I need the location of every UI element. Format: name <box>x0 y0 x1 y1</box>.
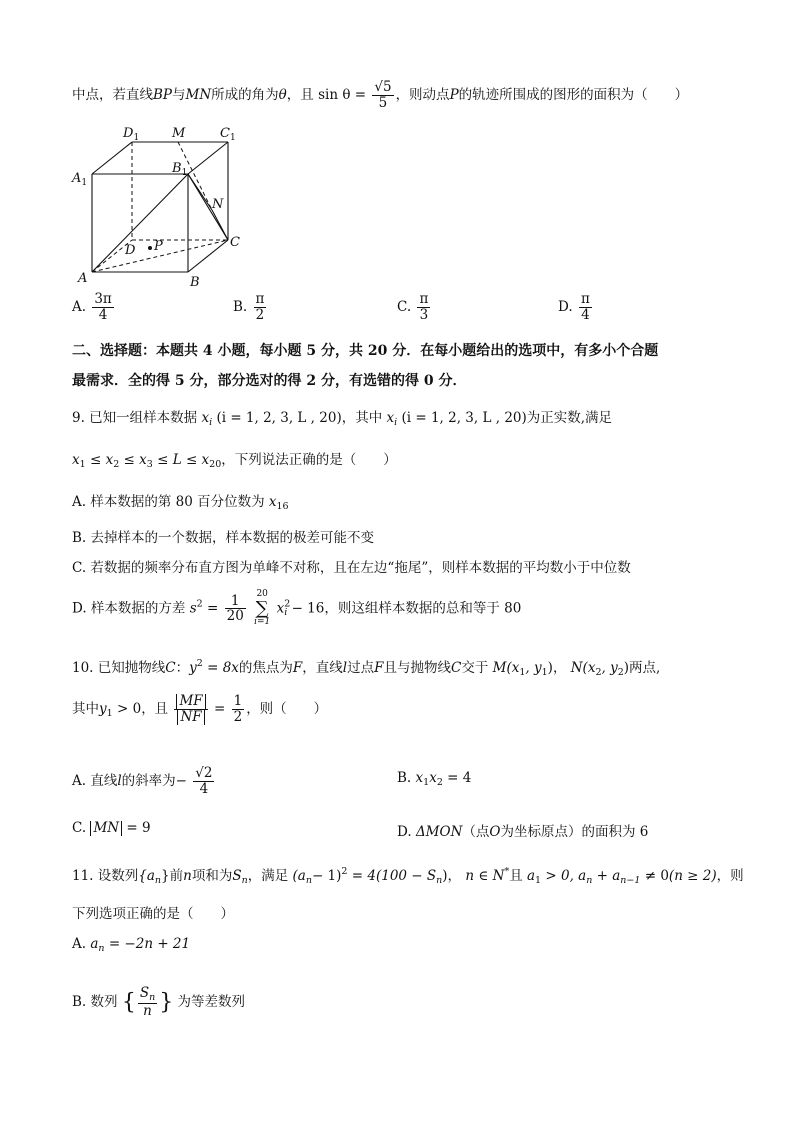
cond: = 4(100 − S <box>351 868 437 884</box>
q10-text: ，直线 <box>302 660 343 676</box>
q10-option-b <box>397 770 471 788</box>
abs: MN <box>90 821 122 836</box>
sign: − <box>175 772 187 789</box>
sup: 2 <box>196 598 203 610</box>
label-p: P <box>154 239 163 254</box>
q10-text: ，则（ ） <box>246 700 328 717</box>
letter: A. <box>72 936 87 952</box>
a: > 0, a <box>545 868 587 884</box>
q11-text: 11. 设数列 <box>72 868 139 884</box>
label-a1: $A_1$ <box>72 171 88 188</box>
abs: NF <box>177 710 204 725</box>
n: n <box>183 868 192 884</box>
option-fraction <box>254 292 267 323</box>
q9-option-c: C. 若数据的频率分布直方图为单峰不对称，且在左边“拖尾”，则样本数据的平均数小于中位数 <box>72 560 631 576</box>
s: S <box>232 868 242 884</box>
half <box>232 694 245 725</box>
right-brace: } <box>159 990 174 1016</box>
x: ≤ x <box>89 452 114 468</box>
q11-option-a <box>72 936 190 954</box>
sup: 2 <box>196 658 203 669</box>
label-m: M <box>172 126 186 141</box>
sub: 1 <box>541 667 548 678</box>
l: l <box>342 660 348 676</box>
letter: C. <box>72 820 87 836</box>
x: x <box>268 494 277 510</box>
frac-den: 5 <box>378 94 388 111</box>
c: C <box>450 660 462 676</box>
q10-stem-line2 <box>72 694 327 725</box>
q10-opt-text: 的斜率为 <box>121 772 176 789</box>
sub: 16 <box>276 501 289 512</box>
a: {a <box>138 868 155 884</box>
sub: n−1 <box>620 875 641 886</box>
close: } <box>161 868 170 884</box>
q8-text: 所成的角为 <box>211 86 279 103</box>
option-letter: D. <box>558 298 573 315</box>
gt: > 0 <box>116 700 142 717</box>
sub: 1 <box>423 777 430 788</box>
label-d1: $D_1$ <box>123 126 140 143</box>
q9-stem <box>72 406 612 428</box>
q8-sin: sin θ = <box>318 86 367 103</box>
ratio <box>174 694 207 725</box>
cube-figure <box>70 122 260 297</box>
sub: n <box>241 875 248 886</box>
x: x <box>72 452 80 468</box>
cond: − 1) <box>311 868 342 884</box>
sub: n <box>154 875 162 886</box>
eq: = <box>213 700 226 717</box>
q11-text: ，则 <box>716 868 744 884</box>
q8-option-d <box>558 292 594 323</box>
label-c1: $C_1$ <box>220 126 236 143</box>
sup: * <box>504 866 510 877</box>
q10-text: 其中 <box>72 700 99 717</box>
q9-x: x <box>386 410 395 426</box>
left-brace: { <box>121 990 136 1016</box>
frac-den: 3 <box>419 306 429 323</box>
q10-text: 的焦点为 <box>238 660 293 676</box>
q8-p: P <box>449 86 459 103</box>
q10-option-a <box>72 766 216 797</box>
eq: = <box>207 600 219 617</box>
q10-option-d <box>397 820 648 840</box>
q10-option-c <box>72 820 151 836</box>
sup: 2 <box>284 598 291 610</box>
abs: MF <box>176 694 205 709</box>
sub: n <box>305 875 312 886</box>
s: S <box>139 985 150 1001</box>
q10-text: 10. 已知抛物线 <box>72 660 166 676</box>
sub: 1 <box>535 875 542 886</box>
a: a <box>526 868 536 884</box>
frac-den: 4 <box>199 780 209 797</box>
q10-opt-text: 为坐标原点）的面积为 6 <box>500 824 649 840</box>
triangle: ΔMON <box>415 824 463 840</box>
option-fraction <box>417 292 430 323</box>
frac-num: π <box>255 291 265 307</box>
q10-text: 交于 <box>461 660 489 676</box>
q11-text: 项和为 <box>191 868 233 884</box>
sub: 20 <box>209 459 222 470</box>
y: y <box>99 700 107 717</box>
sub: 3 <box>146 459 153 470</box>
option-letter: A. <box>72 298 87 315</box>
option-letter: C. <box>397 298 412 315</box>
q8-option-c <box>397 292 432 323</box>
frac-den: 4 <box>98 306 108 323</box>
slope-frac <box>193 766 214 797</box>
q11-text: 且 <box>509 868 523 884</box>
c: C <box>165 660 176 676</box>
sub: 2 <box>113 459 120 470</box>
q9-opt-text: D. 样本数据的方差 <box>72 600 186 617</box>
q8-fraction <box>372 80 393 111</box>
q9-range: (i = 1, 2, 3, L , 20) <box>401 410 527 426</box>
a: a <box>90 936 99 952</box>
q9-range: (i = 1, 2, 3, L , 20) <box>216 410 342 426</box>
sub: 1 <box>519 667 526 678</box>
option-letter: B. <box>233 298 248 315</box>
l: l <box>117 772 122 789</box>
frac-den: n <box>143 1003 152 1020</box>
frac-den: 20 <box>226 608 244 625</box>
q10-opt-text: （点 <box>462 824 490 840</box>
n-in: n ∈ N <box>465 868 505 884</box>
q11-option-b <box>72 986 245 1019</box>
y: , y <box>525 660 542 676</box>
m: M(x <box>492 660 520 676</box>
sub: 2 <box>595 667 602 678</box>
q11-opt-text: B. 数列 <box>72 994 118 1011</box>
label-a: A <box>78 271 88 286</box>
section2-heading-line1: 二、选择题：本题共 4 小题，每小题 5 分，共 20 分．在每小题给出的选项中，有多小个合题 <box>72 343 659 359</box>
q9-opt-text: A. 样本数据的第 80 百分位数为 <box>72 494 265 510</box>
close: ) <box>442 868 448 884</box>
q10-text: 两点, <box>629 660 661 676</box>
q9-text: ，其中 <box>341 410 383 426</box>
x: ≤ x <box>123 452 147 468</box>
q8-text: 与 <box>172 86 186 103</box>
x: x <box>276 600 285 617</box>
q8-text: 中点，若直线 <box>72 86 153 103</box>
q9-text: ，下列说法正确的是（ ） <box>221 452 397 468</box>
q8-theta: θ <box>278 86 287 103</box>
sum-bot: i=1 <box>254 616 271 627</box>
label-n: N <box>212 197 224 212</box>
sub: i <box>284 607 288 619</box>
frac <box>138 986 157 1019</box>
sub: i <box>209 417 213 428</box>
q8-mn: MN <box>185 86 212 103</box>
x: ≤ L ≤ x <box>157 452 210 468</box>
frac-num: √5 <box>374 79 392 95</box>
frac-num <box>138 986 157 1004</box>
eq: = 8x <box>207 660 239 676</box>
frac-num: π <box>580 291 590 307</box>
frac-num: π <box>419 291 429 307</box>
q8-option-b <box>233 292 268 323</box>
sup: 2 <box>341 866 348 877</box>
close: ) <box>547 660 553 676</box>
q8-stem <box>72 80 688 111</box>
q10-stem <box>72 656 660 678</box>
sub: 2 <box>617 667 624 678</box>
q8-text: ，则动点 <box>395 86 450 103</box>
s: s <box>189 600 197 617</box>
q9-option-b: B. 去掉样本的一个数据，样本数据的极差可能不变 <box>72 530 375 546</box>
frac-num: √2 <box>195 765 213 781</box>
sum-sign: ∑ <box>255 597 269 619</box>
f: F <box>374 660 384 676</box>
q8-text: 的轨迹所围成的图形的面积为（ ） <box>458 86 689 103</box>
frac-num: 1 <box>225 594 246 610</box>
y: , y <box>601 660 618 676</box>
q11-stem <box>72 864 744 886</box>
q10-opt-text: A. 直线 <box>72 772 118 789</box>
eq: = 9 <box>126 820 151 836</box>
q9-x: x <box>201 410 210 426</box>
a: + a <box>596 868 621 884</box>
minus: − 16 <box>291 600 325 617</box>
option-fraction <box>579 292 592 323</box>
label-c: C <box>230 235 240 250</box>
letter: D. <box>397 824 412 840</box>
label-b: B <box>190 275 200 290</box>
colon: ： <box>175 660 190 676</box>
frac-den: 4 <box>581 306 590 323</box>
frac-den: 2 <box>255 306 265 323</box>
section2-heading-line2: 最需求．全的得 5 分，部分选对的得 2 分，有选错的得 0 分． <box>72 373 467 389</box>
q11-opt-text: 为等差数列 <box>177 994 245 1011</box>
frac-den <box>174 710 207 725</box>
expr: = −2n + 21 <box>108 936 191 952</box>
q10-text: 且与抛物线 <box>383 660 451 676</box>
sub: n <box>586 875 593 886</box>
sub: n <box>436 875 443 886</box>
x: x <box>415 770 424 786</box>
close: ) <box>623 660 630 676</box>
sub: 1 <box>106 707 113 719</box>
q9-text: 9. 已知一组样本数据 <box>72 410 198 426</box>
sub: n <box>98 943 105 954</box>
q9-stem-line2 <box>72 448 397 470</box>
q8-text: ，且 <box>286 86 314 103</box>
frac-num: 3π <box>94 291 112 307</box>
q10-text: ，且 <box>141 700 169 717</box>
q11-text: ，满足 <box>247 868 289 884</box>
point-p <box>148 246 152 250</box>
ne: ≠ 0 <box>644 868 669 884</box>
sub: i <box>394 417 398 428</box>
q9-opt-text: ，则这组样本数据的总和等于 80 <box>324 600 522 617</box>
q9-option-a <box>72 490 289 512</box>
n: N(x <box>570 660 596 676</box>
sub: n <box>149 992 156 1003</box>
label-d: D <box>125 243 136 258</box>
sum <box>254 590 270 628</box>
sub: 1 <box>79 459 86 470</box>
a: (a <box>292 868 306 884</box>
option-fraction <box>92 292 113 323</box>
frac-den: 2 <box>233 708 243 725</box>
frac-num <box>174 694 207 710</box>
o: O <box>489 824 501 840</box>
q10-text: 过点 <box>347 660 375 676</box>
y: y <box>189 660 197 676</box>
q9-option-d <box>72 590 521 628</box>
frac <box>225 594 246 625</box>
q9-text: 为正实数,满足 <box>526 410 613 426</box>
sub: 2 <box>436 777 443 788</box>
x: x <box>429 770 437 786</box>
q8-bp: BP <box>153 86 173 103</box>
eq: = 4 <box>447 770 472 786</box>
cond: (n ≥ 2) <box>668 868 717 884</box>
label-b1: $B_1$ <box>172 161 188 178</box>
f: F <box>292 660 303 676</box>
comma: ， <box>552 660 567 676</box>
letter: B. <box>397 770 412 786</box>
q11-stem-line2: 下列选项正确的是（ ） <box>72 906 234 922</box>
sum-top: 20 <box>256 589 268 599</box>
q11-text: 前 <box>169 868 184 884</box>
q8-option-a <box>72 292 116 323</box>
frac-num: 1 <box>233 693 243 709</box>
comma: ， <box>447 868 462 884</box>
